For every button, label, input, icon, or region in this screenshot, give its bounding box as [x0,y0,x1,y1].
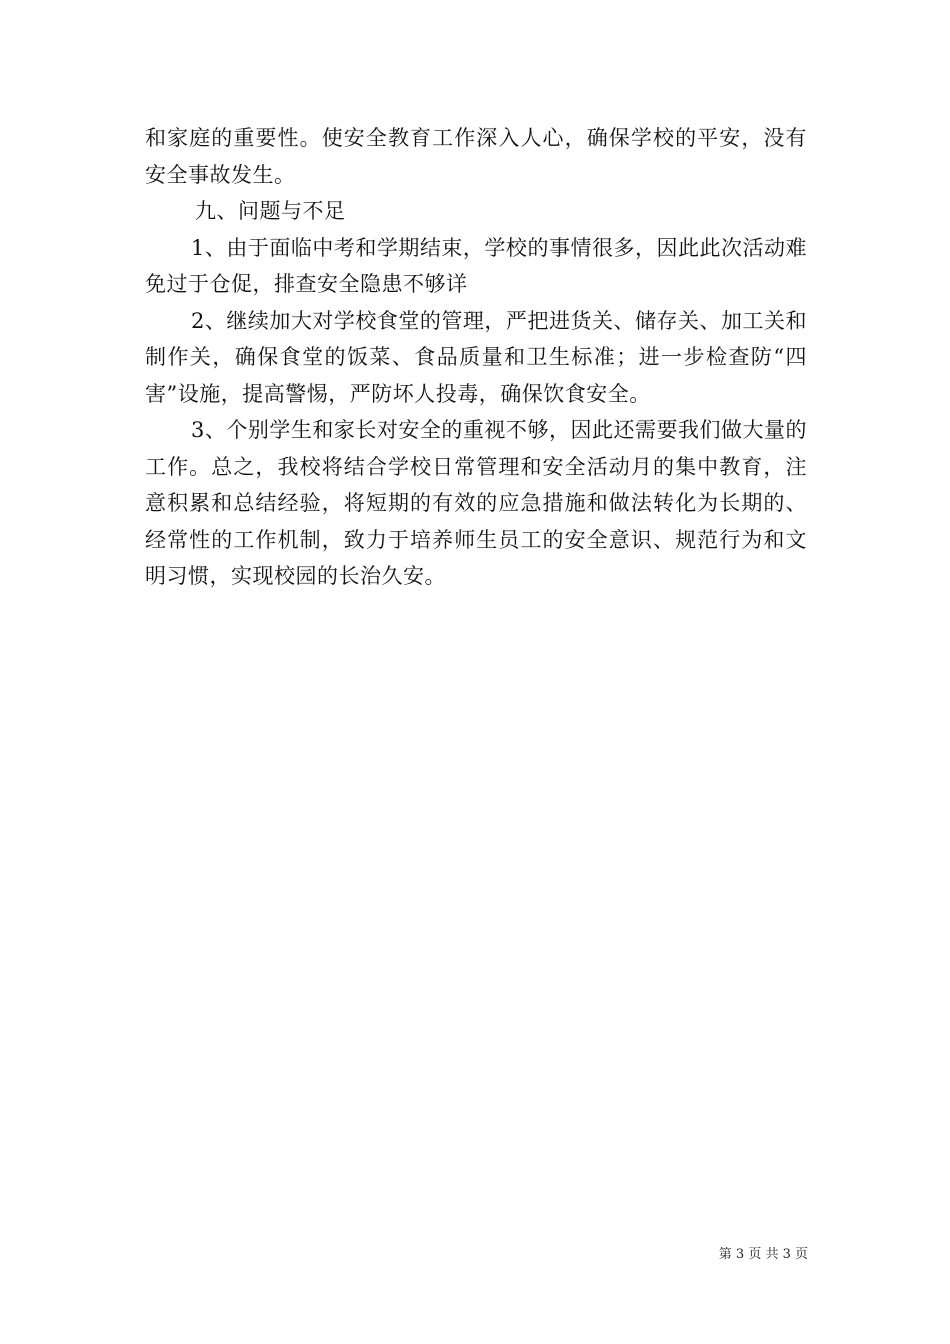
paragraph-continuation: 和家庭的重要性。使安全教育工作深入人心，确保学校的平安，没有安全事故发生。 [145,126,807,187]
paragraph-item-2: 2、继续加大对学校食堂的管理，严把进货关、储存关、加工关和制作关，确保食堂的饭菜、食品质量和卫生标准；进一步检查防“四害”设施，提高警惕，严防坏人投毒，确保饮食安全。 [145,308,807,406]
section-heading: 九、问题与不足 [195,199,346,223]
paragraph-item-3: 3、个别学生和家长对安全的重视不够，因此还需要我们做大量的工作。总之，我校将结合学校日常管理和安全活动月的集中教育，注意积累和总结经验，将短期的有效的应急措施和做法转化为长期的、经常性的工作机制，致力于培养师生员工的安全意识、规范行为和文明习惯，实现校园的长治久安。 [145,418,807,588]
page-number-footer: 第 3 页 共 3 页 [718,1247,808,1262]
document-body [145,120,807,595]
paragraph-item-1: 1、由于面临中考和学期结束，学校的事情很多，因此此次活动难免过于仓促，排查安全隐患不够详 [145,235,807,296]
